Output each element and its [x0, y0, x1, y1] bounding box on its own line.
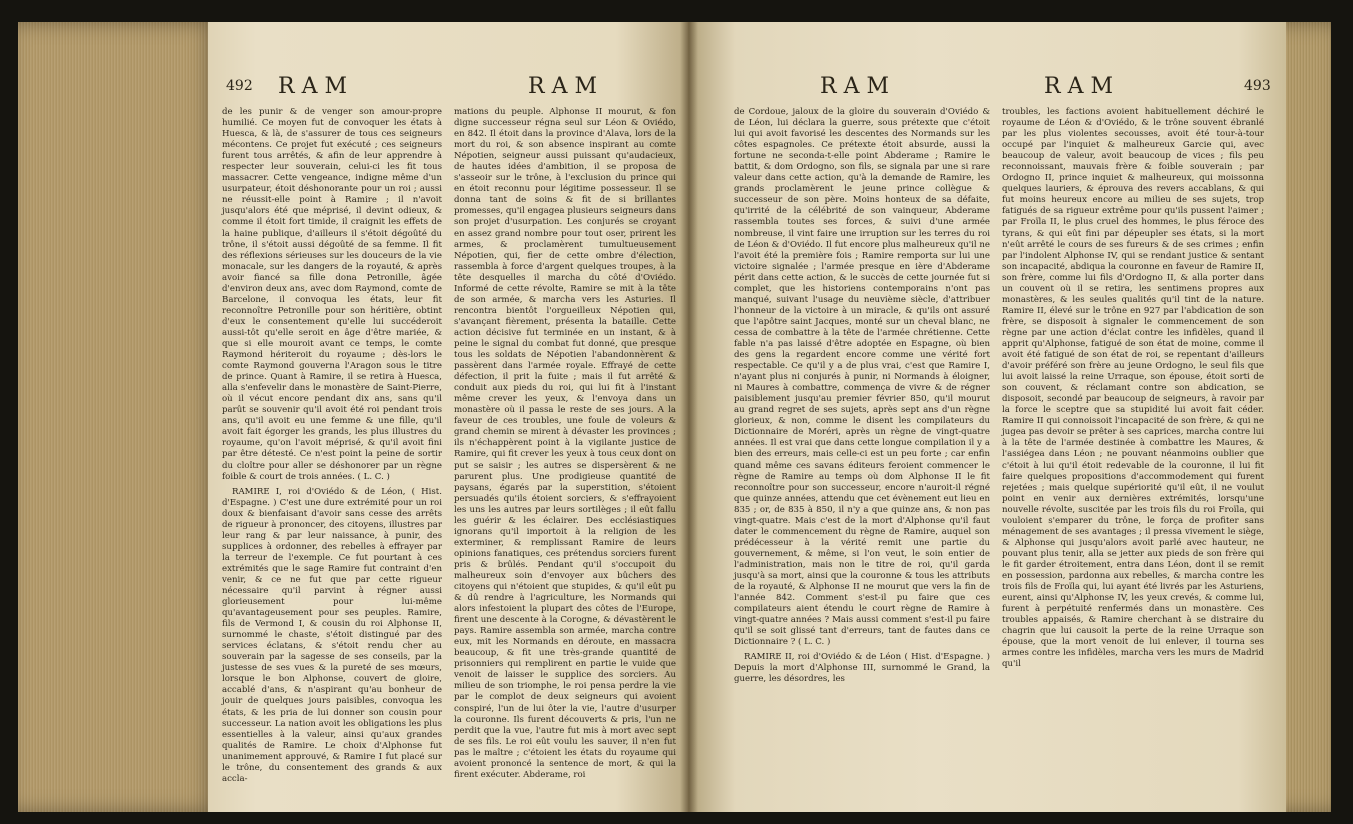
- left-page-column-2: [454, 107, 676, 785]
- right-page-header-2: RAM: [1044, 74, 1120, 99]
- right-page: [688, 22, 1286, 812]
- paragraph: de les punir & de venger son amour-propre humilié. Ce moyen fut de convoquer les états à Huesca, & là, de s'assurer de tous ces seigneurs mécontens. Ce projet fut exécuté ; ces seigneurs furent tous arrêtés, & afin de leur apprendre à respecter leur souverain, celui-ci les fit tous massacrer. Cette vengeance, indigne même d'un usurpateur, étoit déshonorante pour un roi ; aussi ne réussit-elle point à Ramire ; il n'avoit jusqu'alors été que méprisé, il devint odieux, & comme il étoit fort timide, il craignit les effets de la haine publique, d'ailleurs il s'étoit dégoûté du trône, il s'étoit aussi dégoûté de sa femme. Il fit des réflexions sérieuses sur les douceurs de la vie monacale, sur les dangers de la royauté, & après avoir fiancé sa fille dona Petronille, âgée d'environ deux ans, avec dom Raymond, comte de Barcelone, il convoqua les états, leur fit reconnoître Petronille pour son héritière, obtint d'eux le consentement qu'elle lui succéderoit aussi-tôt qu'elle seroit en âge d'être mariée, & que si elle mouroit avant ce temps, le comte Raymond hériteroit du royaume ; dès-lors le comte Raymond gouverna l'Aragon sous le titre de prince. Quant à Ramire, il se retira à Huesca, alla s'enfevelir dans le monastère de Saint-Pierre, où il vécut encore pendant dix ans, sans qu'il parût se souvenir qu'il avoit été roi pendant trois ans, qu'il avoit eu une femme & une fille, qu'il avoit fait égorger les grands, les plus illustres du royaume, qu'on l'avoit méprisé, & qu'il avoit fini par être détesté. Ce n'est point la peine de sortir du cloître pour aller se déshonorer par un règne foible & court de trois années. ( L. C. ): [222, 107, 442, 482]
- left-page-header-2: RAM: [528, 74, 604, 99]
- left-page: [208, 22, 688, 812]
- left-page-header-1: RAM: [278, 74, 354, 99]
- right-page-header-1: RAM: [820, 74, 896, 99]
- book-gutter: [680, 22, 698, 812]
- page-number-right: 493: [1244, 78, 1271, 94]
- paragraph: RAMIRE II, roi d'Oviédo & de Léon ( Hist. d'Espagne. ) Depuis la mort d'Alphonse III, surnommé le Grand, la guerre, les désordres, les: [734, 652, 990, 685]
- left-page-column-1: [222, 107, 442, 789]
- paragraph: RAMIRE I, roi d'Oviédo & de Léon, ( Hist. d'Espagne. ) C'est une dure extrémité pour un roi doux & bienfaisant d'avoir sans cesse des arrêts de rigueur à prononcer, des citoyens, illustres par leur rang & par leur naissance, à punir, des supplices à ordonner, des rebelles à effrayer par la terreur de l'exemple. Ce fut pourtant à ces extrémités que le sage Ramire fut contraint d'en venir, & ce ne fut que par cette rigueur nécessaire qu'il parvint à régner aussi glorieusement pour lui-même qu'avantageusement pour ses peuples. Ramire, fils de Vermond I, & cousin du roi Alphonse II, surnommé le chaste, s'étoit distingué par des services éclatans, & s'étoit rendu cher au souverain par la sagesse de ses conseils, par la justesse de ses vues & la pureté de ses mœurs, lorsque le bon Alphonse, couvert de gloire, accablé d'ans, & n'aspirant qu'au bonheur de jouir de quelques jours paisibles, convoqua les états, & les pria de lui donner son cousin pour successeur. La nation avoit les obligations les plus essentielles à la valeur, ainsi qu'aux grandes qualités de Ramire. Le choix d'Alphonse fut unanimement approuvé, & Ramire I fut placé sur le trône, du consentement des grands & aux accla-: [222, 486, 442, 784]
- page-number-left: 492: [226, 78, 253, 94]
- paragraph: de Cordoue, jaloux de la gloire du souverain d'Oviédo & de Léon, lui déclara la guerre, sous prétexte que c'étoit lui qui avoit favorisé les descentes des Normands sur les côtes espagnoles. Ce prétexte étoit absurde, aussi la fortune ne seconda-t-elle point Abderame ; Ramire le battit, & dom Ordogno, son fils, se signala par une si rare valeur dans cette action, qu'à la demande de Ramire, les grands proclamèrent le jeune prince collègue & successeur de son père. Moins honteux de sa défaite, qu'irrité de la célébrité de son vainqueur, Abderame rassembla toutes ses forces, & suivi d'une armée nombreuse, il vint faire une irruption sur les terres du roi de Léon & d'Oviédo. Il fut encore plus malheureux qu'il ne l'avoit été la première fois ; Ramire remporta sur lui une victoire signalée ; l'armée presque en ière d'Abderame périt dans cette action, & le succès de cette journée fut si complet, que les historiens contemporains n'ont pas manqué, suivant l'usage du neuvième siècle, d'attribuer l'honneur de la victoire à un miracle, & qu'ils ont assuré que l'apôtre saint Jacques, monté sur un cheval blanc, ne cessa de combattre à la tête de l'armée chrétienne. Cette fable n'a pas laissé d'être adoptée en Espagne, où bien des gens la regardent encore comme une vérité fort respectable. Ce qu'il y a de plus vrai, c'est que Ramire I, n'ayant plus ni conjurés à punir, ni Normands à éloigner, ni Maures à combattre, commença de vivre & de régner paisiblement jusqu'au premier février 850, qu'il mourut au grand regret de ses sujets, après sept ans d'un règne glorieux, & non, comme le disent les compilateurs du Dictionnaire de Moréri, après un règne de vingt-quatre années. Il est vrai que dans cette longue compilation il y a bien des erreurs, mais celle-ci est un peu forte ; car enfin quand même ces savans éditeurs feroient commencer le règne de Ramire au temps où dom Alphonse II le fit reconnoître pour son successeur, encore n'auroit-il régné que quinze années, attendu que cet évènement eut lieu en 835 ; or, de 835 à 850, il n'y a que quinze ans, & non pas vingt-quatre. Mais c'est de la mort d'Alphonse qu'il faut dater le commencement du règne de Ramire, auquel son prédécesseur à la vérité remit une partie du gouvernement, & même, si l'on veut, le soin entier de l'administration, mais non le titre de roi, qu'il garda jusqu'à sa mort, ainsi que la couronne & tous les attributs de la royauté, & Alphonse II ne mourut que vers la fin de l'année 842. Comment s'est-il pu faire que ces compilateurs aient étendu le court règne de Ramire à vingt-quatre années ? Mais aussi comment s'est-il pu faire qu'il se soit glissé tant d'erreurs, tant de fautes dans ce Dictionnaire ? ( L. C. ): [734, 107, 990, 648]
- left-page-edges: [18, 22, 218, 812]
- right-page-column-1: [734, 107, 990, 689]
- right-page-column-2: [1002, 107, 1264, 674]
- paragraph: mations du peuple. Alphonse II mourut, & fon digne successeur régna seul sur Léon & Oviédo, en 842. Il étoit dans la province d'Alava, lors de la mort du roi, & son absence inspirant au comte Népotien, seigneur aussi puissant qu'audacieux, de hautes idées d'ambition, il se proposa de s'asseoir sur le trône, à l'exclusion du prince qui en étoit reconnu pour légitime possesseur. Il se donna tant de soins & fit de si brillantes promesses, qu'il engagea plusieurs seigneurs dans son projet d'usurpation. Les conjurés se croyant en assez grand nombre pour tout oser, prirent les armes, & proclamèrent tumultueusement Népotien, qui, fier de cette ombre d'élection, rassembla à force d'argent quelques troupes, à la tête desquelles il marcha du côté d'Oviédo. Informé de cette révolte, Ramire se mit à la tête de son armée, & marcha vers les Asturies. Il rencontra bientôt l'orgueilleux Népotien qui, s'avançant fièrement, présenta la bataille. Cette action décisive fut terminée en un instant, & à peine le signal du combat fut donné, que presque tous les soldats de Népotien l'abandonnèrent & passèrent dans l'armée royale. Effrayé de cette défection, il prit la fuite ; mais il fut arrêté & conduit aux pieds du roi, qui lui fit à l'instant même crever les yeux, & l'envoya dans un monastère où il passa le reste de ses jours. A la faveur de ces troubles, une foule de voleurs & grand chemin se mirent à dévaster les provinces ; ils n'échappèrent point à la vigilante justice de Ramire, qui fit crever les yeux à tous ceux dont on put se saisir ; les autres se dispersèrent & ne parurent plus. Une prodigieuse quantité de paysans, égarés par la superstition, s'étoient persuadés qu'ils étoient sorciers, & s'effrayoient les uns les autres par leurs sortilèges ; il eût fallu les guérir & les éclairer. Des ecclésiastiques ignorans qu'il importoit à la religion de les exterminer, & remplissant Ramire de leurs opinions fanatiques, ces prétendus sorciers furent pris & brûlés. Pendant qu'il s'occupoit du malheureux soin d'envoyer aux bûchers des citoyens qui n'étoient que stupides, & qu'il eût pu & dû rendre à l'agriculture, les Normands qui alors infestoient la plupart des côtes de l'Europe, firent une descente à la Corogne, & dévastèrent le pays. Ramire assembla son armée, marcha contre eux, mit les Normands en déroute, en massacra beaucoup, & fit une très-grande quantité de prisonniers qui remplirent en partie le vuide que venoit de laisser le supplice des sorciers. Au milieu de son triomphe, le roi pensa perdre la vie par le complot de deux seigneurs qui avoient conspiré, l'un de lui ôter la vie, l'autre d'usurper la couronne. Ils furent découverts & pris, l'un ne perdit que la vue, l'autre fut mis à mort avec sept de ses fils. Le roi eût voulu les sauver, il n'en fut pas le maître ; c'étoient les états du royaume qui avoient prononcé la sentence de mort, & qui la firent exécuter. Abderame, roi: [454, 107, 676, 780]
- paragraph: troubles, les factions avoient habituellement déchiré le royaume de Léon & d'Oviédo, & le trône souvent ébranlé par les plus violentes secousses, avoit été tour-à-tour occupé par l'inquiet & malheureux Garcie qui, avec beaucoup de valeur, avoit beaucoup de vices ; fils peu reconnoissant, mauvais frère & foible souverain ; par Ordogno II, prince inquiet & malheureux, qui moissonna quelques lauriers, & éprouva des revers accablans, & qui fut moins heureux encore au milieu de ses sujets, trop fatigués de sa rigueur extrême pour qu'ils pussent l'aimer ; par Froïla II, le plus cruel des hommes, le plus féroce des tyrans, & qui eût fini par dépeupler ses états, si la mort n'eût arrêté le cours de ses fureurs & de ses crimes ; enfin par l'indolent Alphonse IV, qui se rendant justice & sentant son incapacité, abdiqua la couronne en faveur de Ramire II, son frère, comme lui fils d'Ordogno II, & alla porter dans un couvent où il se retira, les sentimens propres aux monastères, & les seules qualités qu'il tint de la nature. Ramire II, élevé sur le trône en 927 par l'abdication de son frère, se disposoit à signaler le commencement de son règne par une action d'éclat contre les infidèles, quand il apprit qu'Alphonse, fatigué de son état de moine, comme il avoit été fatigué de son état de roi, se repentant d'ailleurs d'avoir préféré son frère au jeune Ordogno, le seul fils que lui avoit laissé la reine Urraque, son épouse, étoit sorti de son couvent, & réclamant contre son abdication, se disposoit, secondé par beaucoup de seigneurs, à ravoir par la force le sceptre que sa stupidité lui avoit fait céder. Ramire II qui connoissoit l'incapacité de son frère, & qui ne jugea pas devoir se prêter à ses caprices, marcha contre lui à la tête de l'armée destinée à combattre les Maures, & l'assiégea dans Léon ; ne pouvant néanmoins oublier que c'étoit à lui qu'il étoit redevable de la couronne, il lui fit faire quelques propositions d'accommodement qui furent rejetées ; mais quelque supériorité qu'il eût, il ne voulut point en venir aux dernières extrémités, lorsqu'une nouvelle révolte, suscitée par les trois fils du roi Froïla, qui vouloient s'emparer du trône, le força de profiter sans ménagement de ses avantages ; il pressa vivement le siège, & Alphonse qui jusqu'alors avoit parlé avec hauteur, ne pouvant plus tenir, alla se jetter aux pieds de son frère qui le fit garder étroitement, entra dans Léon, dont il se remit en possession, pardonna aux rebelles, & marcha contre les trois fils de Froïla qui, lui ayant été livrés par les Asturiens, eurent, ainsi qu'Alphonse IV, les yeux crevés, & comme lui, furent à perpétuité renfermés dans un monastère. Ces troubles appaisés, & Ramire cherchant à se distraire du chagrin que lui causoit la perte de la reine Urraque son épouse, que la mort venoit de lui enlever, il tourna ses armes contre les infidèles, marcha vers les murs de Madrid qu'il: [1002, 107, 1264, 670]
